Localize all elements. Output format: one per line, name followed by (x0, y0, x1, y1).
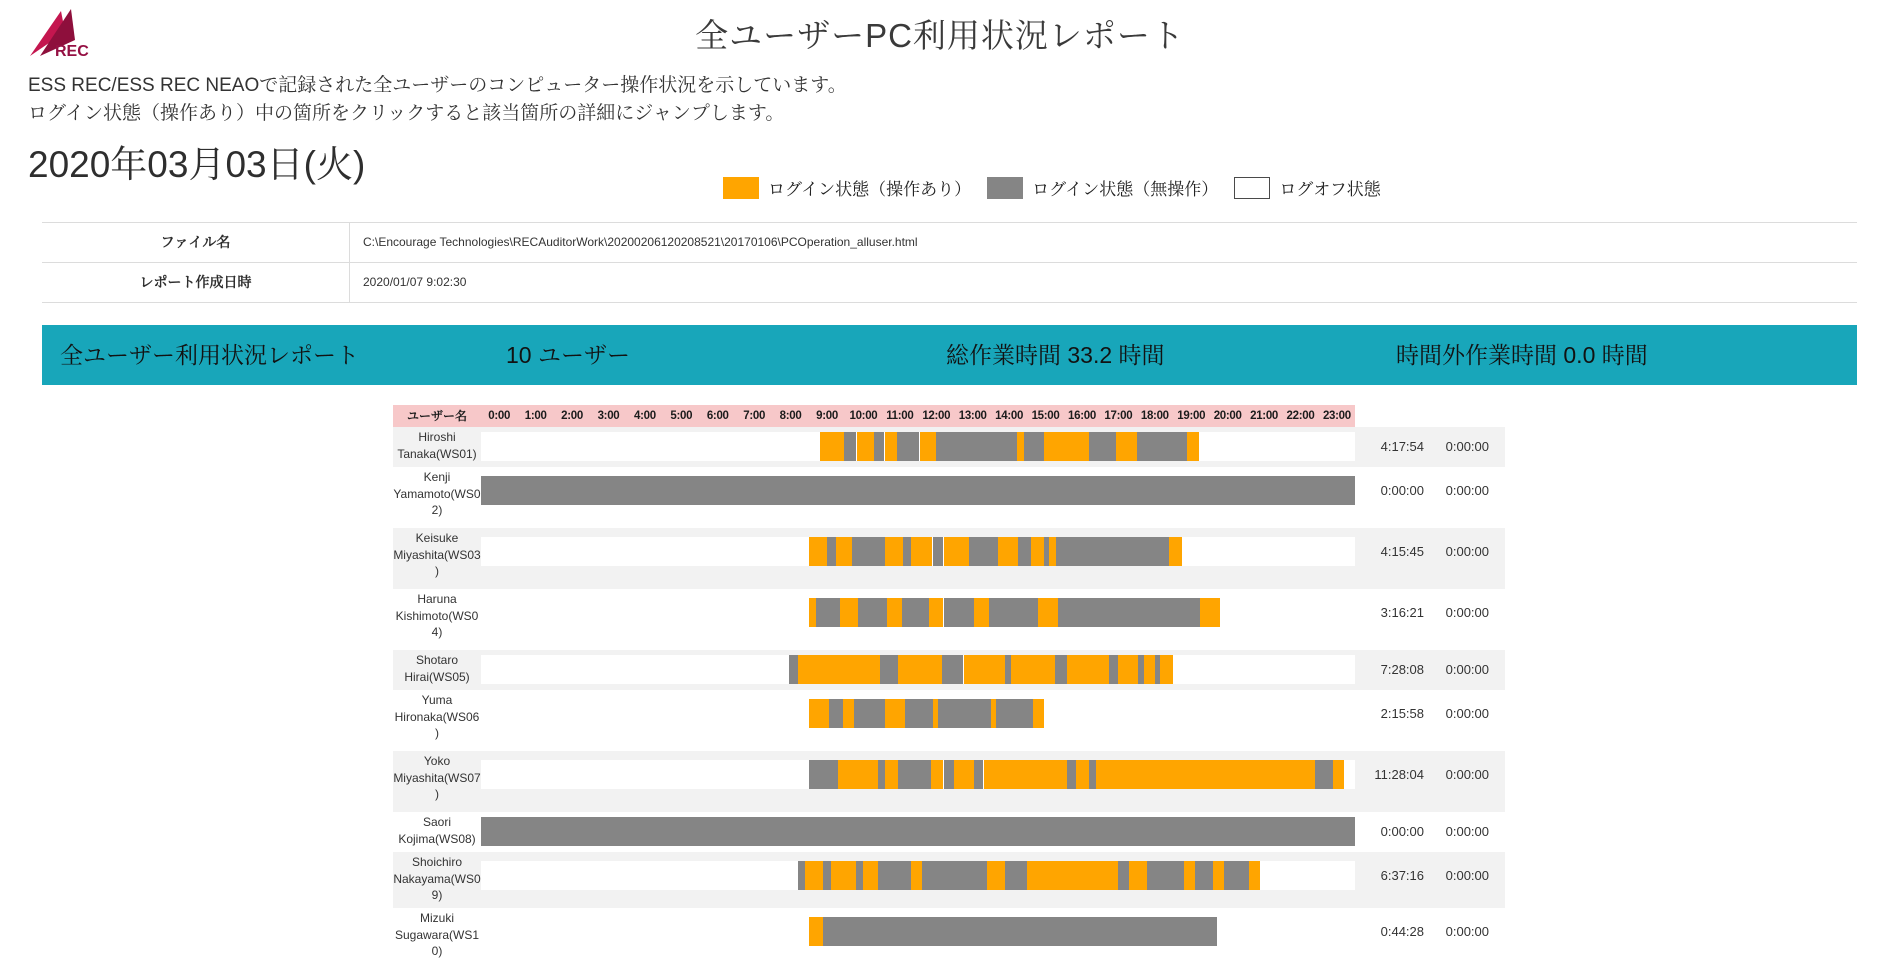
user-column-header: ユーザー名 (393, 405, 481, 427)
summary-title: 全ユーザー利用状況レポート (60, 342, 359, 368)
timeline-segment-active[interactable] (1076, 760, 1089, 789)
user-name: Shotaro Hirai(WS05) (404, 653, 470, 684)
overtime: 0:00:00 (1445, 483, 1489, 498)
timeline-segment-active[interactable] (954, 760, 974, 789)
user-name: Shoichiro Nakayama(WS09) (393, 855, 481, 902)
page-title: 全ユーザーPC利用状況レポート (695, 17, 1185, 54)
timeline-segment-active[interactable] (809, 917, 824, 946)
user-row (393, 650, 1505, 690)
timeline-segment-idle (878, 861, 911, 890)
hour-label: 0:00 (488, 410, 511, 422)
hour-label: 15:00 (1031, 410, 1060, 422)
timeline-segment-active[interactable] (1160, 655, 1173, 684)
timeline-segment-idle (878, 760, 885, 789)
timeline-segment-idle (827, 537, 836, 566)
work-time: 2:15:58 (1380, 706, 1424, 721)
timeline-segment-active[interactable] (1031, 537, 1044, 566)
info-value: 2020/01/07 9:02:30 (363, 275, 467, 289)
timeline-segment-active[interactable] (1049, 537, 1056, 566)
overtime: 0:00:00 (1445, 824, 1489, 839)
summary-user-count: 10 ユーザー (506, 342, 630, 368)
hour-label: 14:00 (995, 410, 1024, 422)
work-time: 0:00:00 (1380, 824, 1424, 839)
description-line-1: ESS REC/ESS REC NEAOで記録された全ユーザーのコンピューター操作状況を示しています。 (28, 75, 847, 96)
timeline-segment-active[interactable] (1333, 760, 1344, 789)
user-row (393, 852, 1505, 908)
hour-label: 20:00 (1213, 410, 1242, 422)
timeline-segment-idle (942, 655, 964, 684)
timeline-segment-active[interactable] (1213, 861, 1224, 890)
user-name: Saori Kojima(WS08) (398, 815, 476, 846)
timeline-segment-idle (880, 655, 898, 684)
timeline-segment-idle (789, 655, 798, 684)
hour-label: 10:00 (849, 410, 878, 422)
timeline-segment-idle (903, 537, 910, 566)
timeline-segment-active[interactable] (1033, 699, 1044, 728)
timeline-segment-idle (823, 917, 1216, 946)
timeline (481, 476, 1355, 505)
timeline-segment-idle (844, 432, 856, 461)
timeline-segment-idle (905, 699, 932, 728)
timeline-segment-idle (1055, 655, 1068, 684)
timeline-segment-idle (854, 699, 885, 728)
date-heading: 2020年03月03日(火) (28, 144, 366, 185)
timeline-segment-idle (856, 861, 863, 890)
work-time: 6:37:16 (1380, 868, 1424, 883)
user-row (393, 528, 1505, 589)
timeline-segment-idle (852, 537, 885, 566)
timeline-segment-idle (933, 537, 944, 566)
user-name: Hiroshi Tanaka(WS01) (397, 430, 477, 461)
timeline-segment-idle (1024, 432, 1044, 461)
user-row (393, 467, 1505, 528)
timeline-segment-active[interactable] (809, 699, 829, 728)
timeline-segment-idle (969, 537, 998, 566)
timeline-segment-idle (1137, 432, 1187, 461)
timeline-segment-active[interactable] (805, 861, 823, 890)
timeline-segment-active[interactable] (809, 598, 816, 627)
timeline-segment-active[interactable] (831, 861, 857, 890)
time-axis (481, 405, 1355, 427)
timeline-segment-active[interactable] (843, 699, 854, 728)
timeline-segment-idle (874, 432, 884, 461)
timeline-segment-active[interactable] (920, 432, 937, 461)
legend-item (987, 175, 1218, 200)
timeline-segment-active[interactable] (1184, 861, 1195, 890)
timeline-segment-active[interactable] (1144, 655, 1155, 684)
timeline-segment-idle (1005, 861, 1027, 890)
hour-label: 22:00 (1286, 410, 1315, 422)
timeline-segment-active[interactable] (1200, 598, 1220, 627)
timeline-segment-idle (922, 861, 988, 890)
info-row (42, 223, 1857, 263)
work-time: 4:17:54 (1380, 439, 1424, 454)
info-row (42, 263, 1857, 303)
overtime: 0:00:00 (1445, 868, 1489, 883)
timeline-segment-idle (1089, 760, 1096, 789)
timeline-segment-idle (902, 598, 929, 627)
timeline-segment-idle (816, 598, 840, 627)
overtime: 0:00:00 (1445, 662, 1489, 677)
summary-overtime: 時間外作業時間 0.0 時間 (1396, 342, 1648, 368)
user-row (393, 589, 1505, 650)
timeline-segment-active[interactable] (1096, 760, 1315, 789)
hour-label: 2:00 (561, 410, 583, 422)
user-name: Kenji Yamamoto(WS02) (393, 470, 481, 517)
file-info-table (42, 222, 1857, 303)
timeline-segment-active[interactable] (1067, 655, 1109, 684)
timeline-segment-active[interactable] (1187, 432, 1199, 461)
timeline-segment-active[interactable] (944, 537, 970, 566)
timeline-segment-active[interactable] (974, 598, 989, 627)
timeline-segment-active[interactable] (1116, 432, 1137, 461)
hour-label: 11:00 (886, 410, 914, 422)
timeline-rows (393, 427, 1505, 969)
timeline-segment-idle (1018, 537, 1031, 566)
timeline-segment-active[interactable] (911, 861, 922, 890)
info-value: C:\Encourage Technologies\RECAuditorWork\20200206120208521\20170106\PCOperation_alluser.html (363, 235, 918, 249)
overtime: 0:00:00 (1445, 439, 1489, 454)
overtime: 0:00:00 (1445, 605, 1489, 620)
timeline-segment-active[interactable] (863, 861, 878, 890)
timeline (481, 537, 1355, 566)
timeline-segment-active[interactable] (929, 598, 944, 627)
timeline-segment-active[interactable] (1011, 655, 1055, 684)
user-name: Yuma Hironaka(WS06) (394, 693, 480, 740)
timeline-segment-active[interactable] (840, 598, 858, 627)
timeline-segment-active[interactable] (931, 760, 944, 789)
work-time: 3:16:21 (1380, 605, 1424, 620)
timeline-segment-active[interactable] (1169, 537, 1182, 566)
timeline-segment-idle (1147, 861, 1183, 890)
user-name: Mizuki Sugawara(WS10) (394, 911, 480, 958)
timeline-segment-active[interactable] (1249, 861, 1260, 890)
hour-label: 3:00 (597, 410, 620, 422)
timeline-segment-active[interactable] (898, 655, 942, 684)
timeline-header (393, 405, 1355, 427)
user-name: Haruna Kishimoto(WS04) (395, 592, 479, 639)
timeline-segment-idle (989, 598, 1038, 627)
timeline-segment-idle (944, 598, 975, 627)
work-time: 4:15:45 (1380, 544, 1424, 559)
overtime: 0:00:00 (1445, 544, 1489, 559)
legend-label: ログイン状態（無操作） (1032, 180, 1219, 199)
hour-label: 23:00 (1322, 410, 1351, 422)
timeline (481, 917, 1355, 946)
timeline-segment-idle (1118, 861, 1129, 890)
timeline-segment-idle (1195, 861, 1213, 890)
timeline-segment-active[interactable] (1118, 655, 1138, 684)
legend-item (723, 175, 971, 200)
info-label: ファイル名 (42, 223, 350, 262)
timeline-segment-active[interactable] (885, 699, 905, 728)
timeline-segment-active[interactable] (798, 655, 880, 684)
timeline-segment-idle (898, 760, 931, 789)
timeline-segment-active[interactable] (911, 537, 933, 566)
timeline-segment-idle (798, 861, 805, 890)
timeline-segment-idle (1067, 760, 1076, 789)
timeline-segment-idle (1224, 861, 1250, 890)
timeline-segment-active[interactable] (838, 760, 878, 789)
timeline-segment-active[interactable] (887, 598, 902, 627)
timeline-segment-idle (829, 699, 844, 728)
user-row (393, 908, 1505, 969)
timeline-segment-idle (809, 760, 838, 789)
timeline-segment-active[interactable] (836, 537, 852, 566)
timeline-segment-idle (936, 432, 1017, 461)
hour-label: 19:00 (1177, 410, 1206, 422)
hour-label: 6:00 (706, 410, 729, 422)
timeline-segment-active[interactable] (885, 432, 898, 461)
overtime: 0:00:00 (1445, 767, 1489, 782)
legend-swatch-logoff (1234, 177, 1270, 199)
hour-label: 17:00 (1104, 410, 1133, 422)
timeline (481, 817, 1355, 846)
hour-label: 8:00 (779, 410, 802, 422)
overtime: 0:00:00 (1445, 706, 1489, 721)
timeline-segment-idle (1315, 760, 1333, 789)
user-name: Keisuke Miyashita(WS03) (393, 531, 481, 578)
timeline-segment-idle (974, 760, 983, 789)
timeline-segment-active[interactable] (1017, 432, 1024, 461)
hour-label: 4:00 (633, 410, 656, 422)
legend (723, 175, 1381, 200)
description (28, 72, 847, 128)
user-row (393, 690, 1505, 751)
hour-label: 16:00 (1068, 410, 1096, 422)
timeline-segment-idle (1058, 598, 1200, 627)
work-time: 7:28:08 (1380, 662, 1424, 677)
timeline-segment-active[interactable] (1038, 598, 1058, 627)
timeline-segment-active[interactable] (820, 432, 845, 461)
timeline-segment-active[interactable] (998, 537, 1018, 566)
timeline-segment-idle (1089, 432, 1116, 461)
user-name: Yoko Miyashita(WS07) (393, 754, 481, 801)
timeline (481, 655, 1355, 684)
summary-bar (42, 325, 1857, 385)
hour-label: 9:00 (816, 410, 838, 422)
timeline (481, 760, 1355, 789)
legend-swatch-idle (987, 177, 1023, 199)
summary-total-work: 総作業時間 33.2 時間 (946, 342, 1165, 368)
timeline-segment-idle (481, 476, 1355, 505)
hour-label: 21:00 (1250, 410, 1279, 422)
hour-label: 7:00 (743, 410, 766, 422)
work-time: 11:28:04 (1374, 767, 1424, 782)
timeline-segment-idle (1056, 537, 1169, 566)
timeline (481, 432, 1355, 461)
description-line-2: ログイン状態（操作あり）中の箇所をクリックすると該当箇所の詳細にジャンプします。 (28, 103, 785, 124)
timeline-segment-idle (938, 699, 991, 728)
timeline-segment-idle (897, 432, 919, 461)
logo-text: REC (55, 43, 89, 60)
timeline (481, 861, 1355, 890)
timeline-segment-active[interactable] (964, 655, 1006, 684)
timeline-segment-idle (1109, 655, 1118, 684)
info-label: レポート作成日時 (42, 263, 350, 302)
work-time: 0:44:28 (1380, 924, 1424, 939)
user-row (393, 427, 1505, 467)
hour-label: 1:00 (524, 410, 547, 422)
legend-label: ログイン状態（操作あり） (768, 180, 972, 199)
timeline-segment-idle (858, 598, 887, 627)
timeline (481, 699, 1355, 728)
hour-label: 13:00 (958, 410, 987, 422)
user-row (393, 751, 1505, 812)
work-time: 0:00:00 (1380, 483, 1424, 498)
timeline-segment-active[interactable] (1129, 861, 1147, 890)
timeline-segment-active[interactable] (984, 760, 1068, 789)
hour-label: 18:00 (1140, 410, 1169, 422)
timeline-segment-active[interactable] (857, 432, 875, 461)
user-row (393, 812, 1505, 852)
timeline-segment-active[interactable] (885, 760, 898, 789)
timeline-segment-idle (823, 861, 830, 890)
hour-label: 5:00 (670, 410, 693, 422)
timeline-segment-idle (944, 760, 955, 789)
legend-label: ログオフ状態 (1279, 180, 1381, 199)
timeline-segment-active[interactable] (885, 537, 903, 566)
overtime: 0:00:00 (1445, 924, 1489, 939)
timeline-segment-idle (996, 699, 1032, 728)
hour-label: 12:00 (922, 410, 951, 422)
timeline-segment-active[interactable] (809, 537, 827, 566)
timeline-segment-active[interactable] (1027, 861, 1118, 890)
timeline-segment-active[interactable] (987, 861, 1005, 890)
timeline-segment-active[interactable] (1044, 432, 1089, 461)
timeline (481, 598, 1355, 627)
legend-swatch-active (723, 177, 759, 199)
timeline-segment-idle (481, 817, 1355, 846)
legend-item (1234, 175, 1381, 200)
